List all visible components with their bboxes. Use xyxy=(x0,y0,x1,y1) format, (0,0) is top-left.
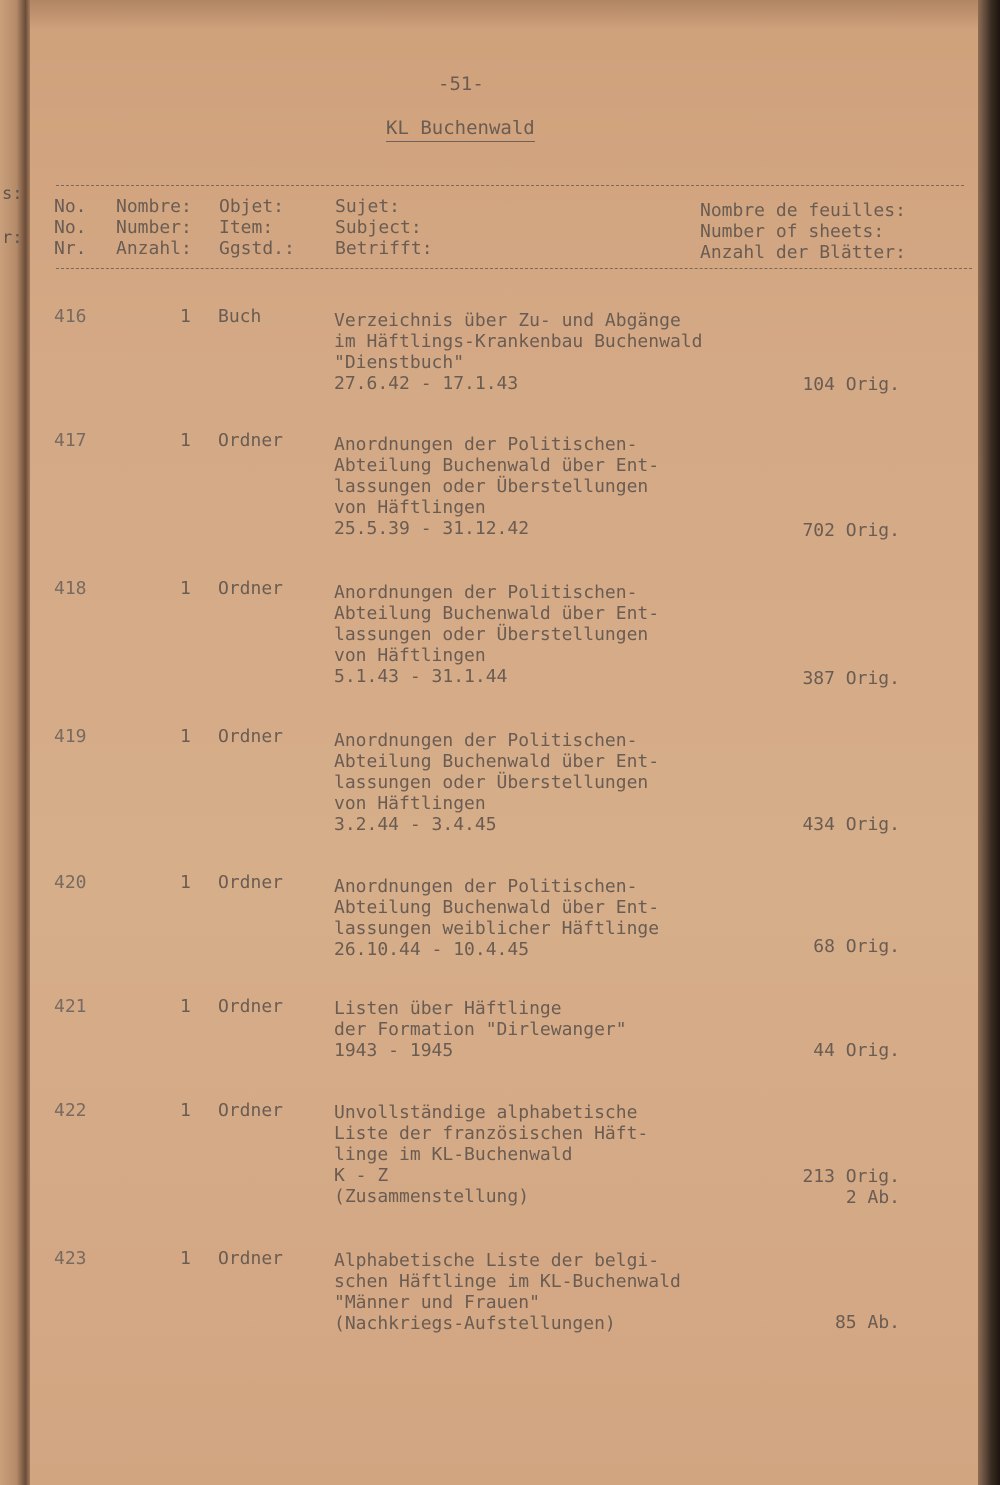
entry-item: Ordner xyxy=(218,430,284,451)
page-number: -51- xyxy=(438,73,484,95)
entry-number: 418 xyxy=(54,578,87,599)
entry-item: Ordner xyxy=(218,726,284,747)
entry-subject: Anordnungen der Politischen- Abteilung Buchenwald über Ent- lassungen oder Überstellungen von Häftlingen 25.5.39 - 31.12.42 xyxy=(334,434,660,539)
entry-count: 1 xyxy=(180,726,191,747)
header-rule-bottom xyxy=(56,268,972,269)
entry-sheets: 44 Orig. xyxy=(813,1040,900,1061)
header-col-count: Nombre: Number: Anzahl: xyxy=(116,196,192,259)
entry-sheets: 702 Orig. xyxy=(802,520,900,541)
entry-count: 1 xyxy=(180,996,191,1017)
entry-count: 1 xyxy=(180,872,191,893)
entry-count: 1 xyxy=(180,578,191,599)
header-col-subject: Sujet: Subject: Betrifft: xyxy=(335,196,433,259)
entry-number: 420 xyxy=(54,872,87,893)
header-col-no: No. No. Nr. xyxy=(54,196,87,259)
entry-item: Ordner xyxy=(218,1100,284,1121)
entry-count: 1 xyxy=(180,430,191,451)
entry-item: Ordner xyxy=(218,1248,284,1269)
entry-number: 422 xyxy=(54,1100,87,1121)
entry-sheets: 85 Ab. xyxy=(834,1312,900,1333)
page-top-shadow xyxy=(30,0,978,30)
entry-number: 423 xyxy=(54,1248,87,1269)
entry-item: Buch xyxy=(218,306,262,327)
entry-subject: Anordnungen der Politischen- Abteilung Buchenwald über Ent- lassungen oder Überstellungen von Häftlingen 3.2.44 - 3.4.45 xyxy=(334,730,660,835)
entry-subject: Unvollständige alphabetische Liste der französischen Häft- linge im KL-Buchenwald K - Z (Zusammenstellung) xyxy=(334,1102,649,1207)
entry-number: 417 xyxy=(54,430,87,451)
entry-count: 1 xyxy=(180,1248,191,1269)
book-binding-edge xyxy=(978,0,1000,1485)
header-col-item: Objet: Item: Ggstd.: xyxy=(219,196,295,259)
entry-sheets: 434 Orig. xyxy=(802,814,900,835)
entry-subject: Listen über Häftlinge der Formation "Dirlewanger" 1943 - 1945 xyxy=(334,998,627,1061)
entry-number: 421 xyxy=(54,996,87,1017)
entry-item: Ordner xyxy=(218,872,284,893)
entry-item: Ordner xyxy=(218,578,284,599)
entry-sheets: 387 Orig. xyxy=(802,668,900,689)
entry-subject: Anordnungen der Politischen- Abteilung Buchenwald über Ent- lassungen weiblicher Häftlinge 26.10.44 - 10.4.45 xyxy=(334,876,660,960)
previous-page-sliver xyxy=(0,0,30,1485)
entry-count: 1 xyxy=(180,306,191,327)
entry-sheets: 104 Orig. xyxy=(802,374,900,395)
entry-item: Ordner xyxy=(218,996,284,1017)
entry-subject: Anordnungen der Politischen- Abteilung Buchenwald über Ent- lassungen oder Überstellungen von Häftlingen 5.1.43 - 31.1.44 xyxy=(334,582,660,687)
entry-number: 419 xyxy=(54,726,87,747)
entry-subject: Verzeichnis über Zu- und Abgänge im Häftlings-Krankenbau Buchenwald "Dienstbuch" 27.6.42 - 17.1.43 xyxy=(334,310,703,394)
gutter-mark: s: xyxy=(2,184,23,204)
entry-count: 1 xyxy=(180,1100,191,1121)
gutter-mark: r: xyxy=(2,228,23,248)
header-col-sheets: Nombre de feuilles: Number of sheets: Anzahl der Blätter: xyxy=(700,200,906,263)
entry-subject: Alphabetische Liste der belgi- schen Häftlinge im KL-Buchenwald "Männer und Frauen" (Nachkriegs-Aufstellungen) xyxy=(334,1250,681,1334)
entry-sheets: 68 Orig. xyxy=(813,936,900,957)
header-rule-top xyxy=(56,185,964,186)
entry-number: 416 xyxy=(54,306,87,327)
entry-sheets: 213 Orig. 2 Ab. xyxy=(802,1166,900,1208)
archive-title: KL Buchenwald xyxy=(386,118,535,142)
